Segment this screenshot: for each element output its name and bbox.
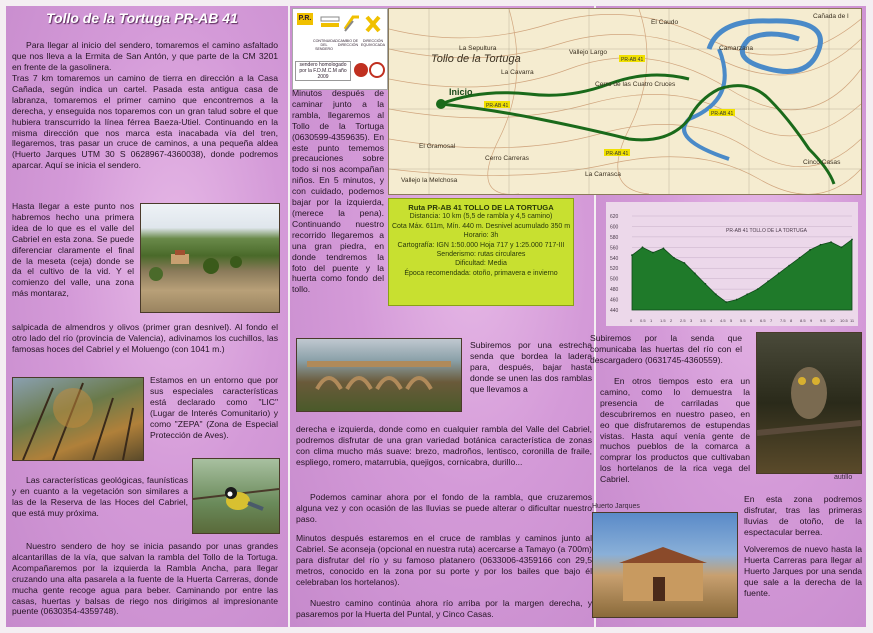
profile-y-tick: 600 [610, 224, 619, 231]
directions-paragraph: Tras 7 km tomaremos un camino de tierra en dirección a la Casa Cañada, según indica un cartel. Pasada esta antigua casa de labranza, tomaremos el primer camino que encontremos a la derecha, y enseguida nos toparemos con un gran talud sobre el que hubiera transcurrido la línea férrea Baeza-Utiel. Continuando en la misma dirección que nos marca esta inacabada vía del tren, llegaremos, tras pasar un cruce de caminos, a una pequeña aldea (Huerto Jarques UTM 30 S 0628967-4360038), donde podremos aparcar. Aquí se inicia el sendero. [12, 73, 278, 171]
route-info-title: Ruta PR-AB 41 TOLLO DE LA TORTUGA [408, 203, 554, 212]
huertas-paragraph: Subiremos por la senda que comunicaba las huertas del río con el descargadero (0631745-4360559). [590, 333, 742, 365]
profile-point [767, 280, 769, 282]
profile-x-tick: 11 [850, 318, 855, 323]
profile-y-tick: 440 [610, 308, 619, 314]
profile-y-tick: 580 [610, 234, 619, 241]
map-label-cinco-casas: Cinco Casas [803, 159, 841, 166]
profile-x-tick: 1.5 [660, 318, 666, 323]
forest-photo-art [13, 378, 143, 460]
route-marker-2: PR-AB 41 [621, 57, 644, 63]
profile-x-tick: 0 [630, 318, 633, 323]
profile-x-tick: 2 [670, 318, 673, 323]
route-distance: Distancia: 10 km (5,5 de rambla y 4,5 camino) [409, 213, 553, 221]
forest-photo [12, 377, 144, 461]
profile-x-tick: 3.5 [700, 318, 706, 323]
map-label-cerro-cruces: Cerro de las Cuatro Cruces [595, 81, 676, 88]
profile-point [715, 293, 717, 295]
route-duration: Horario: 3h [463, 232, 499, 240]
profile-point [830, 241, 832, 243]
valley-photo-art [141, 204, 279, 312]
profile-x-tick: 4.5 [720, 318, 726, 323]
berrea-paragraph: En esta zona podremos disfrutar, tras las primeras lluvias de otoño, de la espectacular berrea. [744, 494, 862, 537]
map-label-carrasca: La Carrasca [585, 171, 621, 178]
valley-paragraph: Hasta llegar a este punto nos habremos hecho una primera idea de lo que es el valle del Cabriel en esta zona. Se puede diferenciar claramente el final de la meseta (ceja) donde se da el cultivo de la vid. Y el comienzo del valle, una zona más montaraz, [12, 201, 134, 299]
profile-x-tick: 8.5 [800, 318, 806, 323]
map-label-melchosa: Vallejo la Melchosa [401, 177, 458, 184]
route-elevation: Cota Máx. 611m, Mín. 440 m. Desnivel acumulado 350 m [391, 222, 571, 230]
map-label-caudo: El Caudo [651, 19, 679, 26]
profile-x-tick: 7.5 [780, 318, 786, 323]
sign-direction-label: CAMBIO DE DIRECCIÓN [337, 39, 359, 47]
federation-logos [353, 61, 385, 79]
route-map-art [389, 9, 861, 194]
profile-point [799, 257, 801, 259]
route-start-paragraph: Nuestro sendero de hoy se inicia pasando por unas grandes alcantarillas de la vía, que salvan la rambla del Tollo de la Tortuga. Acompañaremos por la izquierda la Rambla Ancha, para llegar cruzando una alta pasarela a la fuente de la Huerta Carreras, donde mucha gente recoge agua para beber. Caminando por entre las casas, huertas y balsas de riego nos dirigimos al impresionante puente (0630354-4359748). [12, 541, 278, 617]
profile-point [851, 239, 853, 241]
river-paragraph: Nuestro camino continúa ahora río arriba por la margen derecha, y pasaremos por la Huerta del Puntal, y Cinco Casas. [296, 598, 592, 619]
profile-x-tick: 9.5 [820, 318, 826, 323]
profile-x-tick: 7 [770, 318, 773, 323]
profile-point [746, 293, 748, 295]
profile-point [757, 288, 759, 290]
rambla-paragraph: Podemos caminar ahora por el fondo de la rambla, que cruzaremos alguna vez y con ocasión de las lluvias se puede alterar o dificultar nuestro paso. [296, 492, 592, 524]
signage-legend [292, 8, 388, 90]
return-paragraph: Volveremos de nuevo hasta la Huerta Carreras para llegar al Huerto Jarques por una senda que sale a la derecha de la fuente. [744, 544, 862, 598]
route-info-box [388, 198, 574, 306]
signage-icons [319, 13, 385, 39]
map-label-camarzana: Camarzana [719, 45, 754, 52]
profile-point [673, 257, 675, 259]
owl-photo-art [757, 333, 861, 473]
profile-point [788, 265, 790, 267]
profile-x-tick: 5 [730, 318, 733, 323]
map-start-label: Inicio [449, 87, 473, 97]
map-label-vallejo-largo: Vallejo Largo [569, 49, 608, 56]
bird-photo [192, 458, 280, 534]
profile-area [632, 240, 852, 311]
route-map [388, 8, 862, 195]
profile-x-tick: 4 [710, 318, 713, 323]
route-difficulty: Dificultad: Media [455, 260, 507, 268]
profile-x-tick: 0.5 [640, 318, 646, 323]
profile-x-tick: 5.5 [740, 318, 746, 323]
profile-point [736, 299, 738, 301]
profile-point [694, 273, 696, 275]
sign-wrong-label: DIRECCIÓN EQUIVOCADA [361, 39, 385, 47]
profile-x-tick: 9 [810, 318, 813, 323]
profile-y-tick: 520 [610, 266, 619, 273]
path-paragraph: Subiremos por una estrecha senda que bordea la ladera para, después, bajar hasta donde se unen las dos ramblas que llevamos a [470, 340, 592, 394]
profile-y-tick: 500 [610, 276, 619, 283]
profile-point [778, 273, 780, 275]
house-photo [592, 512, 738, 618]
valley-photo [140, 203, 280, 313]
route-cartography: Cartografía: IGN 1:50.000 Hoja 717 y 1:25.000 717-III [397, 241, 565, 249]
profile-point [631, 254, 633, 256]
page-title: Tollo de la Tortuga PR-AB 41 [46, 10, 238, 26]
bridge-photo [296, 338, 462, 412]
profile-point [642, 246, 644, 248]
bird-photo-art [193, 459, 279, 533]
house-caption: Huerto Jarques [592, 503, 640, 510]
pr-badge: P.R. [297, 13, 313, 25]
profile-y-tick: 560 [610, 245, 619, 252]
geology-paragraph: Las características geológicas, faunísticas y en cuanto a la vegetación son similares a las de la Reserva de las Hoces del Cabriel, que está muy próxima. [12, 475, 188, 518]
profile-y-tick: 620 [610, 214, 619, 220]
homologation-note: sendero homologado por la F.D.M.C.M año 2009 [295, 61, 351, 81]
map-label-cerro-carreras: Cerro Carreras [485, 155, 529, 162]
route-marker-1: PR-AB 41 [486, 103, 509, 109]
lic-zepa-paragraph: Estamos en un entorno que por sus especiales características está declarado como "LIC" (Lugar de Interés Comunitario) y como "ZEPA" (Zona de Especial Protección de Aves). [150, 375, 278, 440]
route-season: Época recomendada: otoño, primavera e invierno [404, 269, 558, 277]
profile-x-tick: 8 [790, 318, 793, 323]
crossing-paragraph: Minutos después estaremos en el cruce de ramblas y caminos junto al Cabriel. Se aconseja (opcional en nuestra ruta) acercarse a Tamayo (a 700m) para disfrutar del río y su famoso platanero (0633006-4359166 con 29,5 metros, conocido en la zona por su porte y por los bailes que bajo él celebraban los hortelanos). [296, 533, 593, 587]
profile-x-tick: 6.5 [760, 318, 766, 323]
intro-paragraph: Para llegar al inicio del sendero, tomaremos el camino asfaltado que nos lleva a la Ermita de San Antón, y que parte de la CM 3201 en frente de la gasolinera. [12, 40, 278, 72]
profile-y-tick: 540 [610, 255, 619, 262]
profile-point [663, 247, 665, 249]
profile-title: PR-AB 41 TOLLO DE LA TORTUGA [726, 228, 807, 234]
elevation-profile-chart [606, 202, 858, 326]
bridge-photo-art [297, 339, 461, 411]
profile-x-tick: 6 [750, 318, 753, 323]
profile-x-tick: 1 [650, 318, 653, 323]
profile-point [820, 244, 822, 246]
botany-paragraph: derecha e izquierda, donde como en cualquier rambla del Valle del Cabriel, podremos disfrutar de una gran variedad botánica característica de zonas con clima mucho más suave: brezo, madroños, lentisco, coronilla de fraile, espliego, romero, matarrubia, quejigos, cornicabra, durillo... [296, 424, 592, 467]
route-type: Senderismo: rutas circulares [436, 251, 526, 259]
profile-x-tick: 2.5 [680, 318, 686, 323]
profile-y-tick: 460 [610, 297, 619, 304]
house-photo-art [593, 513, 737, 617]
almonds-paragraph: salpicada de almendros y olivos (primer gran desnivel). Al fondo el otro lado del río (provincia de Valencia), adivinamos los cuchillos, las famosas hoces del Cabriel y el Moluengo (con 1041 m.) [12, 322, 278, 354]
tollo-paragraph: Minutos después de caminar junto a la rambla, llegaremos al Tollo de la Tortuga (0630599-4359635). En este punto tememos precauciones sobre todo si nos acompañan niños. En 5 minutos, y con cuidado, podemos bajar por la izquierda, (merece la pena). Continuando nuestro recorrido llegaremos a una gran piedra, en donde tendremos la foto del puente y la huerta como fondo del tollo. [292, 88, 384, 295]
profile-point [841, 246, 843, 248]
map-label-sepultura: La Sepultura [459, 45, 497, 52]
profile-point [683, 262, 685, 264]
route-marker-3: PR-AB 41 [711, 111, 734, 117]
profile-x-tick: 3 [690, 318, 693, 323]
owl-photo [756, 332, 862, 474]
elevation-profile [606, 202, 858, 326]
profile-point [704, 283, 706, 285]
map-label-tollo: Tollo de la Tortuga [431, 53, 521, 65]
map-label-canada: Cañada de l [813, 13, 849, 20]
map-label-cavarra: La Cavarra [501, 69, 534, 76]
profile-x-tick: 10.5 [840, 318, 848, 323]
owl-caption: autillo [834, 474, 853, 481]
profile-point [725, 301, 727, 303]
profile-y-tick: 480 [610, 287, 619, 294]
history-paragraph: En otros tiempos esto era un camino, como lo demuestra la presencia de carriladas que descubriremos en nuestro paseo, en eo que disfrutaremos de estupendas vistas. Hasta aquí venía gente de muchos pueblos de la comarca a comprar los productos que cultivaban los hortelanos de la rica vega del Cabriel. [600, 376, 750, 485]
profile-point [652, 252, 654, 254]
profile-point [809, 249, 811, 251]
sign-continuity-label: CONTINUIDAD DEL SENDERO [313, 39, 338, 51]
map-label-gramosal: El Gramosal [419, 143, 456, 150]
profile-x-tick: 10 [830, 318, 835, 323]
route-marker-4: PR-AB 41 [606, 151, 629, 157]
